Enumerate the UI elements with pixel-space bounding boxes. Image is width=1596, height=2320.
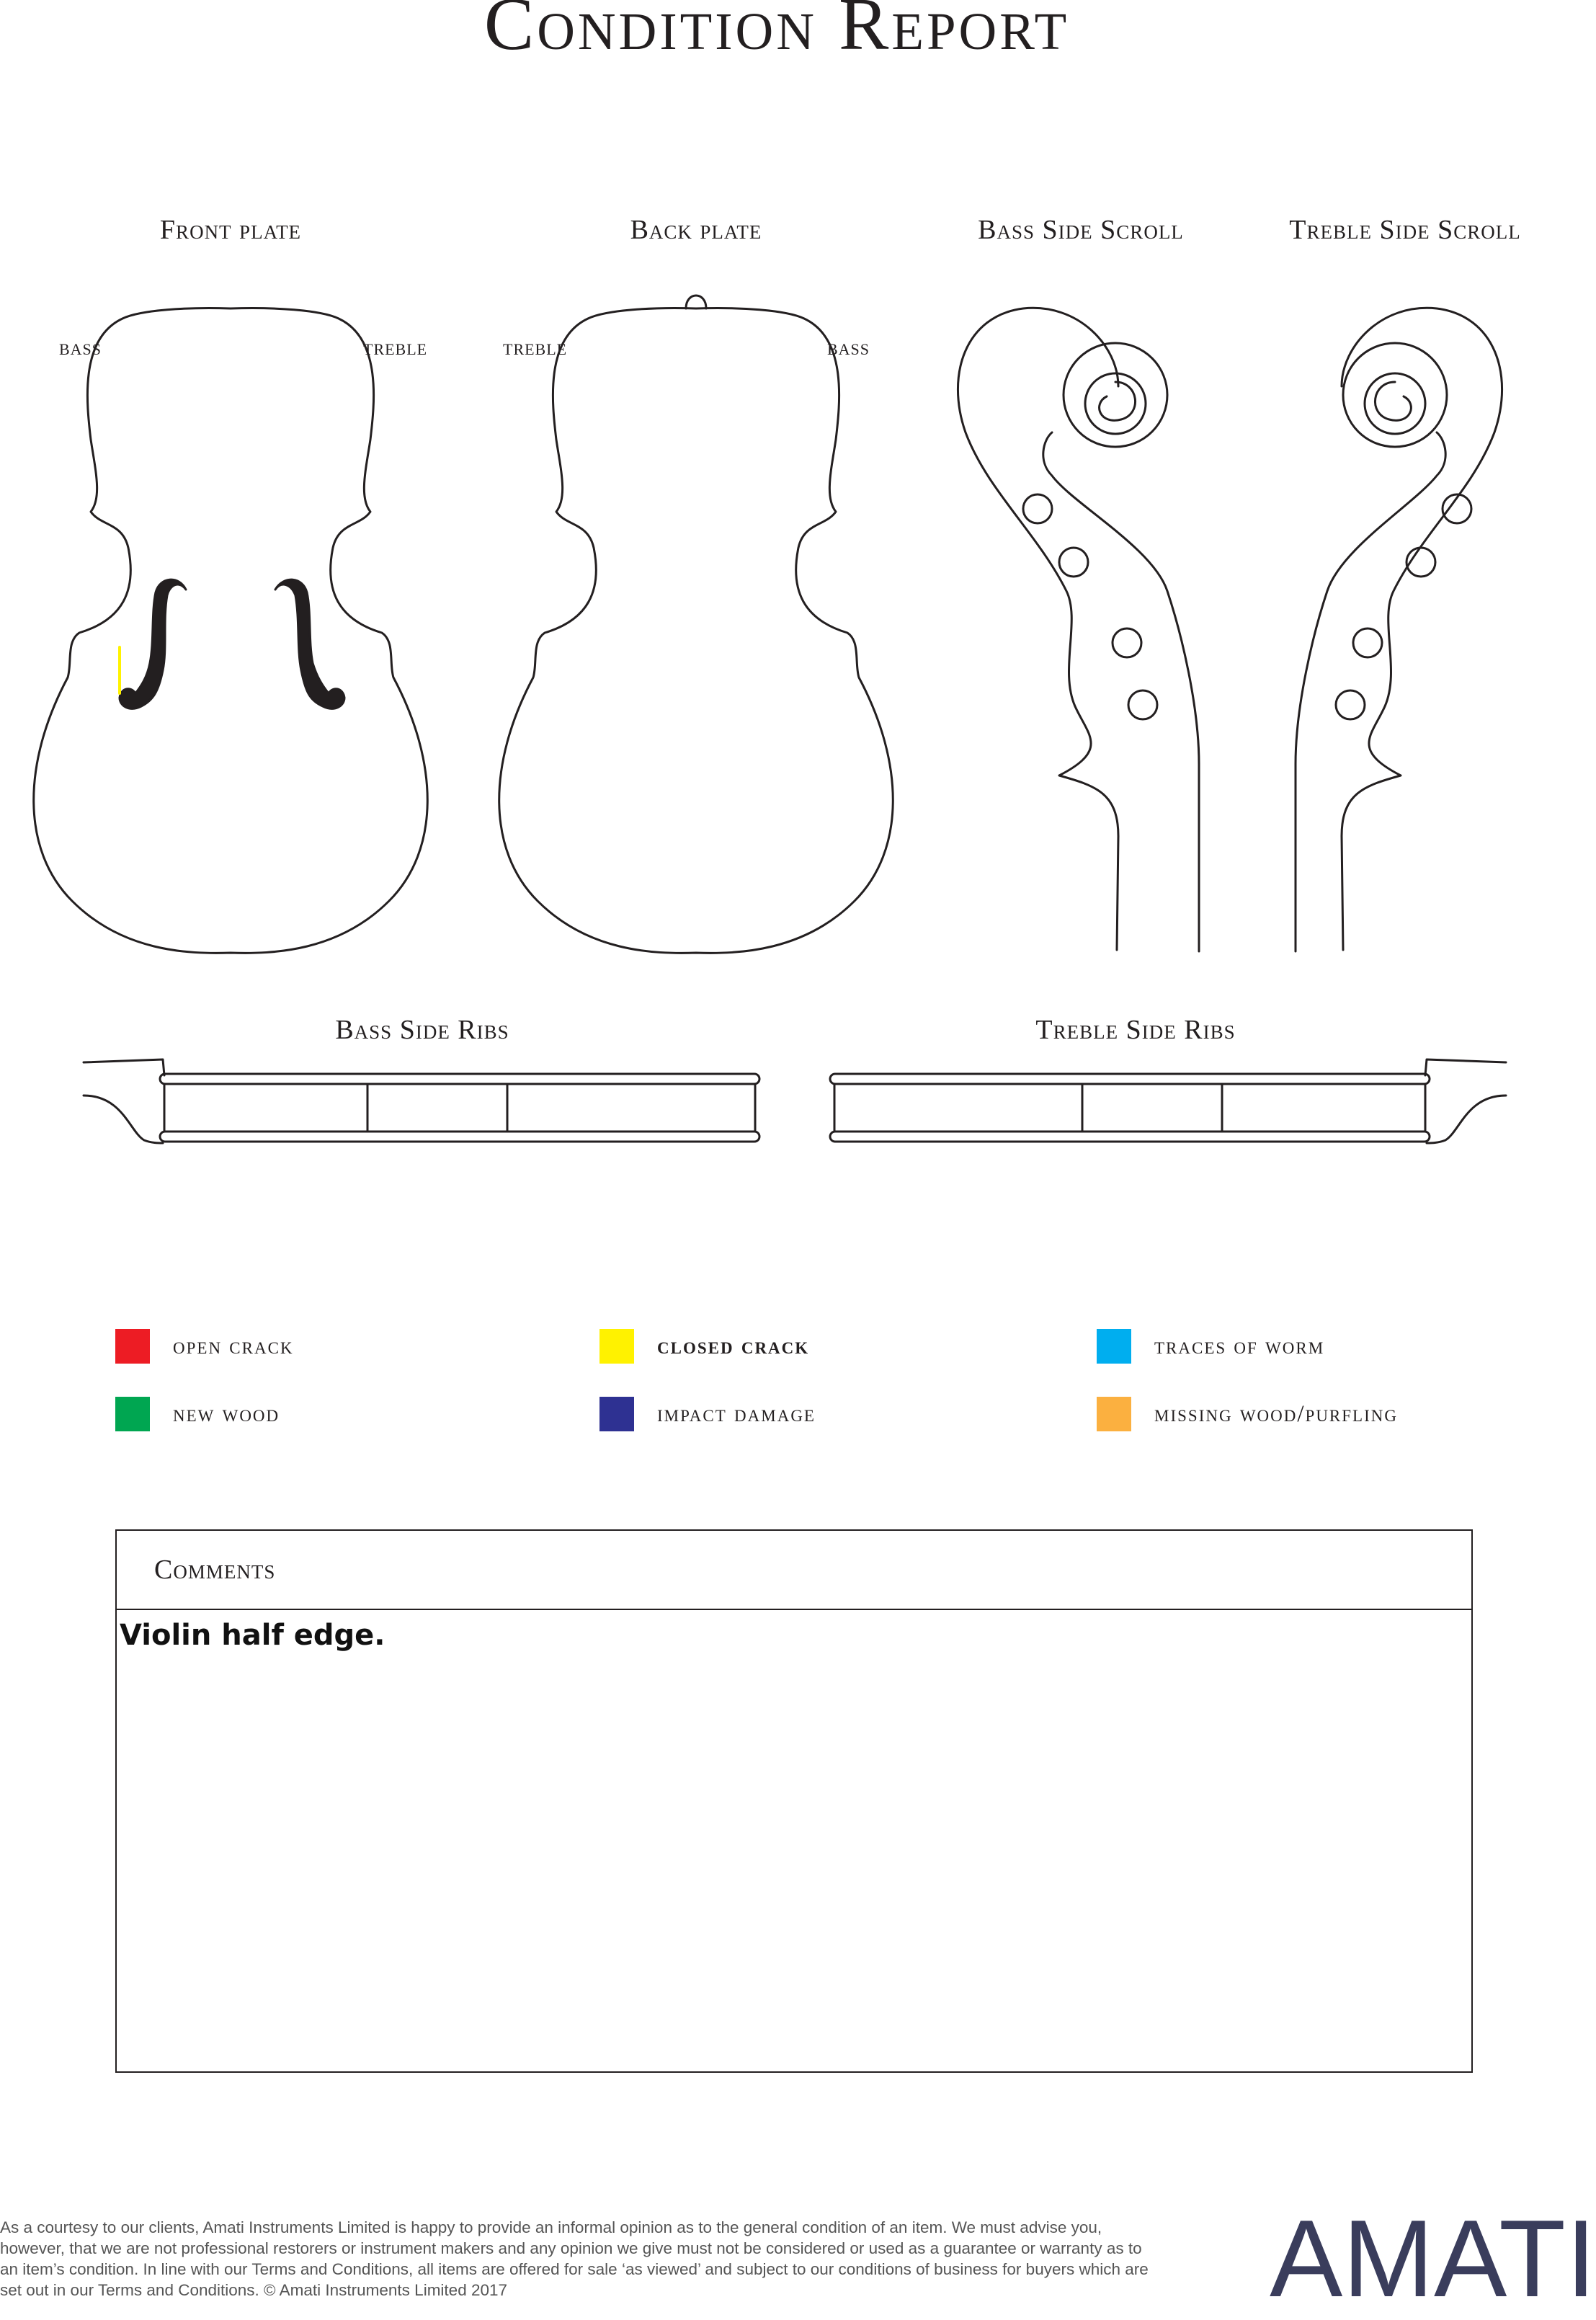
legend-impact-damage bbox=[599, 1396, 816, 1432]
f-holes bbox=[120, 579, 344, 708]
legend-new-wood bbox=[115, 1396, 280, 1432]
comments-box bbox=[115, 1529, 1473, 2073]
page-title: Condition Report bbox=[483, 0, 1070, 66]
new-wood-swatch bbox=[115, 1397, 150, 1431]
traces-of-worm-swatch bbox=[1097, 1329, 1131, 1364]
comments-heading: Comments bbox=[154, 1555, 276, 1585]
disclaimer-text: As a courtesy to our clients, Amati Instruments Limited is happy to provide an informal opinion as to the general condition of an item. We must advise you, however, that we are not professional restorers or instrument makers and any opinion we give must not be considered or used as a guarantee or warranty as to an item’s condition. In line with our Terms and Conditions, all items are offered for sale ‘as viewed’ and subject to our conditions of business for buyers which are set out in our Terms and Conditions. © Amati Instruments Limited 2017 bbox=[0, 2218, 1149, 2299]
treble-f-hole bbox=[275, 579, 344, 708]
back-treble-tag: TREBLE bbox=[503, 340, 568, 358]
treble-side-ribs bbox=[830, 1059, 1506, 1143]
legend-closed-crack bbox=[599, 1328, 809, 1364]
legend-open-crack bbox=[115, 1328, 294, 1364]
bass-side-ribs-label: Bass Side Ribs bbox=[335, 1015, 509, 1045]
comments-text[interactable]: Violin half edge. bbox=[120, 1619, 385, 1652]
legend-traces-of-worm bbox=[1097, 1328, 1324, 1364]
treble-side-scroll bbox=[1296, 308, 1502, 951]
legend-label: new wood bbox=[173, 1400, 280, 1427]
missing-wood-purfling-swatch bbox=[1097, 1397, 1131, 1431]
open-crack-swatch bbox=[115, 1329, 150, 1364]
back-bass-tag: BASS bbox=[827, 340, 870, 358]
treble-side-ribs-label: Treble Side Ribs bbox=[1035, 1015, 1236, 1045]
legend-label: traces of worm bbox=[1154, 1333, 1325, 1359]
bass-side-scroll-label: Bass Side Scroll bbox=[978, 215, 1184, 245]
front-bass-tag: BASS bbox=[59, 340, 102, 358]
back-button bbox=[686, 295, 706, 308]
legend-missing-wood-purfling bbox=[1097, 1396, 1398, 1432]
legend-label: closed crack bbox=[657, 1333, 810, 1359]
legend-label: open crack bbox=[173, 1333, 294, 1359]
treble-side-scroll-label: Treble Side Scroll bbox=[1289, 215, 1521, 245]
legend-label: impact damage bbox=[657, 1400, 816, 1427]
comments-header bbox=[117, 1531, 1471, 1610]
amati-logo: AMATI bbox=[1270, 2197, 1596, 2320]
front-plate-outline bbox=[34, 308, 428, 954]
back-plate-label: Back plate bbox=[630, 215, 762, 245]
impact-damage-swatch bbox=[599, 1397, 634, 1431]
front-plate-label: Front plate bbox=[159, 215, 302, 245]
legend-label: missing wood/purfling bbox=[1154, 1400, 1398, 1427]
closed-crack-swatch bbox=[599, 1329, 634, 1364]
bass-side-scroll bbox=[958, 308, 1199, 951]
bass-side-ribs bbox=[84, 1059, 759, 1143]
back-plate-outline bbox=[499, 308, 893, 954]
bass-f-hole bbox=[120, 579, 186, 708]
front-treble-tag: TREBLE bbox=[363, 340, 428, 358]
